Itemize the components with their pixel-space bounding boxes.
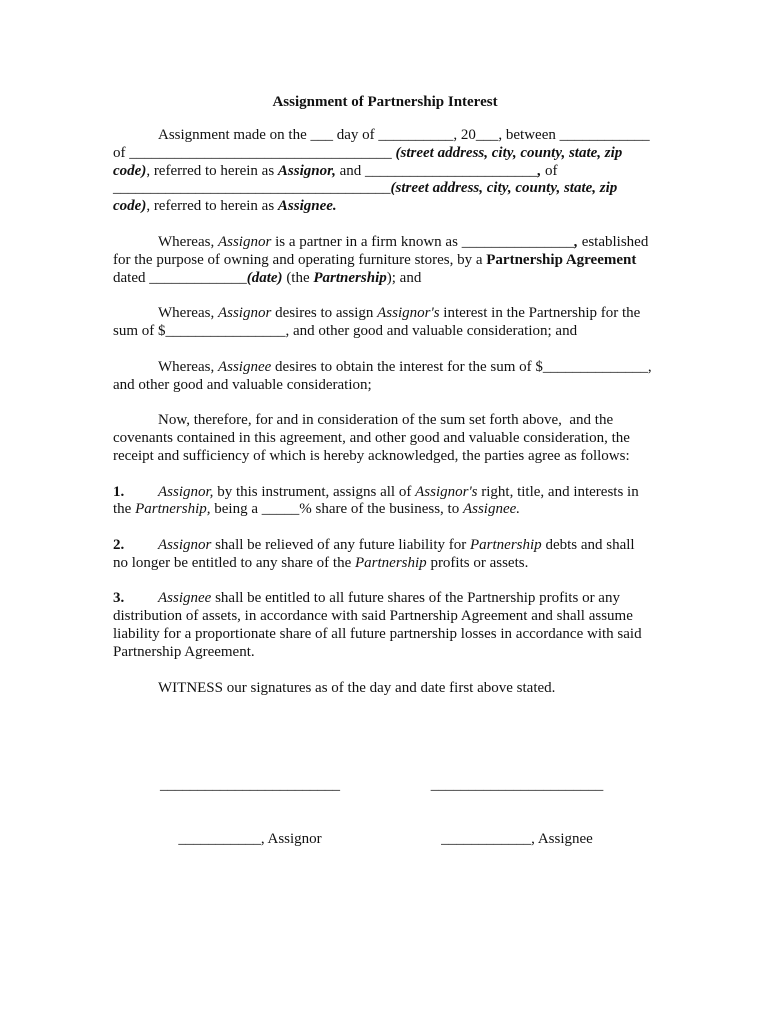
fill-in-blank: __________ [378, 126, 454, 143]
assignor-signature-line: ________________________ [160, 777, 340, 794]
text-line [113, 484, 657, 502]
text-segment: , 20 [453, 126, 476, 143]
text-segment: , [537, 162, 542, 179]
text-line [113, 644, 657, 662]
fill-in-blank: ___ [475, 126, 499, 143]
numbered-clause [113, 590, 657, 661]
assignor-signature-label: ___________, Assignor [178, 830, 322, 847]
text-segment: Whereas, [158, 305, 218, 322]
text-segment: Partnership, [135, 501, 211, 518]
fill-in-blank: _____ [261, 501, 300, 518]
text-line [113, 145, 657, 163]
text-line [113, 555, 657, 573]
text-line [113, 359, 657, 377]
document-title: Assignment of Partnership Interest [272, 94, 498, 110]
text-segment: , referred to herein as [146, 198, 278, 215]
text-segment: (the [282, 269, 314, 286]
text-segment: WITNESS our signatures as of the day and date first above stated. [158, 679, 556, 696]
text-segment: right, title, and interests in [477, 483, 639, 500]
text-segment: by this instrument, assigns all of [213, 483, 416, 500]
paragraph [113, 680, 657, 698]
text-segment: shall be relieved of any future liability for [211, 536, 471, 553]
text-line [113, 323, 657, 341]
text-segment: (street address, city, county, state, zip [390, 180, 618, 197]
paragraph [113, 234, 657, 287]
paragraph [113, 412, 657, 465]
clause-number: 3. [113, 590, 125, 607]
fill-in-blank: ___________________________________ [129, 144, 392, 161]
text-segment: , [574, 233, 578, 250]
text-segment: , between [498, 126, 560, 143]
text-segment: for the purpose of owning and operating furniture stores, by a [113, 251, 487, 268]
text-segment: Assignor, [158, 483, 214, 500]
text-line [113, 430, 657, 448]
document-content [113, 94, 657, 884]
text-segment: day of [332, 126, 379, 143]
text-segment: Assignee [217, 358, 272, 375]
text-segment: being a [210, 501, 262, 518]
numbered-clause [113, 537, 657, 573]
text-line [113, 590, 657, 608]
text-segment: ); and [386, 269, 422, 286]
text-segment: of [541, 162, 558, 179]
text-segment: (street address, city, county, state, zip [391, 144, 623, 161]
paragraph [113, 359, 657, 395]
text-segment: no longer be entitled to any share of the [113, 554, 356, 571]
text-segment: , [647, 358, 652, 375]
clause-number: 2. [113, 536, 125, 553]
text-segment: profits or assets. [426, 554, 529, 571]
text-segment: and other good and valuable consideration; [113, 376, 372, 393]
text-segment: Assignor [217, 233, 272, 250]
text-segment: Whereas, [158, 233, 218, 250]
fill-in-blank: ___ [310, 126, 333, 143]
text-segment: dated [113, 269, 150, 286]
text-segment: shall be entitled to all future shares of the Partnership profits or any [211, 590, 620, 607]
text-segment: is a partner in a firm known as [271, 233, 462, 250]
text-line [113, 198, 657, 216]
text-segment: Partnership [470, 536, 542, 553]
text-segment: of [113, 144, 130, 161]
fill-in-blank: ____________ [559, 126, 650, 143]
text-segment: code) [113, 198, 147, 215]
text-segment: Assignor [217, 305, 272, 322]
text-segment: Partnership [355, 554, 427, 571]
fill-in-blank: _____________________________________ [113, 180, 391, 197]
text-segment: Assignor's [415, 483, 478, 500]
text-line [113, 180, 657, 198]
fill-in-blank: _______________ [461, 233, 575, 250]
assignor-signature [113, 742, 387, 885]
paragraph [113, 305, 657, 341]
text-segment: the [113, 501, 136, 518]
text-segment: Partnership Agreement [486, 251, 637, 268]
text-segment: Assignee [158, 590, 212, 607]
text-line [113, 448, 657, 466]
text-segment: Partnership Agreement. [113, 643, 255, 660]
text-line [113, 537, 657, 555]
text-segment: , and other good and valuable consideration; and [285, 323, 578, 340]
text-segment: interest in the Partnership for the [439, 305, 641, 322]
text-line [113, 680, 657, 698]
assignee-signature [387, 742, 647, 885]
assignee-signature-label: ____________, Assignee [441, 830, 593, 847]
text-segment: sum of $ [113, 323, 166, 340]
text-segment: desires to obtain the interest for the sum of $ [271, 358, 543, 375]
text-segment: (date) [246, 269, 283, 286]
text-segment: Whereas, [158, 358, 218, 375]
text-line [113, 626, 657, 644]
fill-in-blank: _____________ [149, 269, 247, 286]
text-segment: % share of the business, to [299, 501, 463, 518]
text-line [113, 412, 657, 430]
text-segment: Assignment made on the [158, 126, 311, 143]
fill-in-blank: ________________ [165, 323, 286, 340]
text-line [113, 234, 657, 252]
fill-in-blank: ______________ [542, 358, 648, 375]
text-segment: Now, therefore, for and in consideration of the sum set forth above, and the [158, 412, 614, 429]
text-segment: and [335, 162, 366, 179]
text-segment: distribution of assets, in accordance with said Partnership Agreement and shall assume [113, 608, 633, 625]
text-line [113, 305, 657, 323]
text-line [113, 127, 657, 145]
text-line [113, 377, 657, 395]
text-segment: Assignee. [277, 198, 337, 215]
text-segment: Assignor, [277, 162, 336, 179]
text-segment: Assignor [158, 536, 212, 553]
fill-in-blank: _______________________ [365, 162, 538, 179]
signature-block [113, 742, 657, 885]
clause-number: 1. [113, 483, 125, 500]
text-line [113, 608, 657, 626]
text-segment: debts and shall [541, 536, 635, 553]
text-segment: liability for a proportionate share of all future partnership losses in accordance with said [113, 626, 642, 643]
text-line [113, 501, 657, 519]
text-segment: , referred to herein as [146, 162, 278, 179]
text-line [113, 163, 657, 181]
text-segment: desires to assign [271, 305, 378, 322]
assignee-signature-line: _______________________ [430, 777, 604, 794]
text-segment: code) [113, 162, 147, 179]
document-body [113, 127, 657, 715]
text-segment: covenants contained in this agreement, and other good and valuable consideration, the [113, 430, 630, 447]
text-segment: Assignor's [377, 305, 440, 322]
text-line [113, 270, 657, 288]
numbered-clause [113, 484, 657, 520]
text-segment: Assignee. [462, 501, 521, 518]
text-segment: receipt and sufficiency of which is hereby acknowledged, the parties agree as follows: [113, 447, 630, 464]
text-segment: established [577, 233, 649, 250]
text-segment: Partnership [313, 269, 387, 286]
paragraph [113, 127, 657, 216]
text-line [113, 252, 657, 270]
